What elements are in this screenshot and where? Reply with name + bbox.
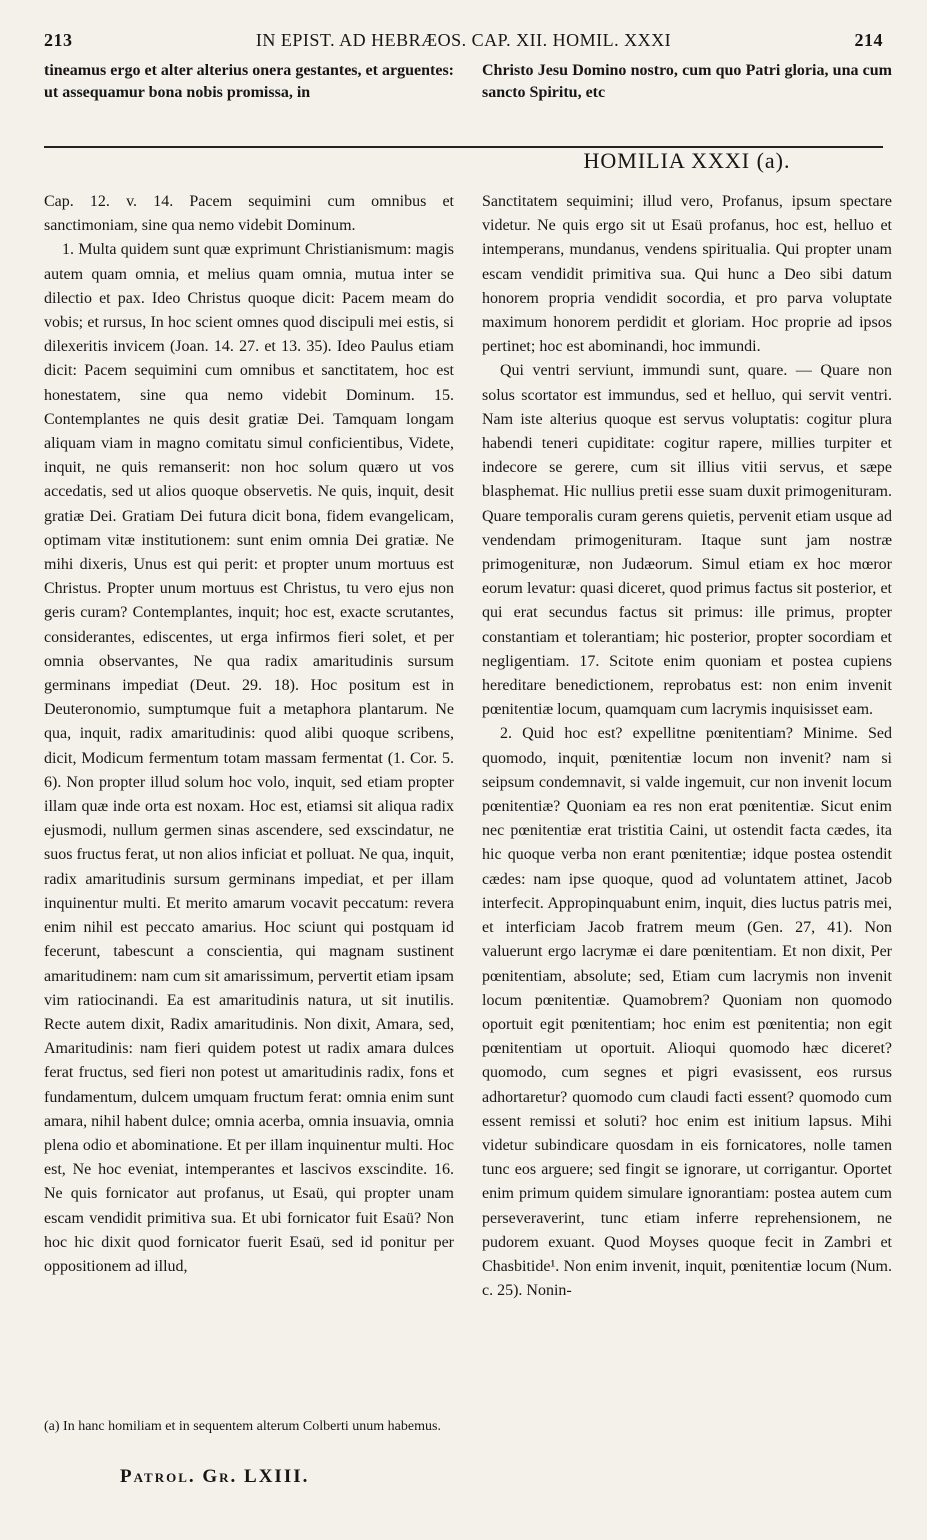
paragraph: Sanctitatem sequimini; illud vero, Profanus, ipsum spectare videtur. Ne quis ergo sit ut Esaü profanus, hoc est, helluo et intemperans, mundanus, vendens spiritualia. Qui propter unam escam vendidit primitiva sua. Qui hunc a Deo sibi datum honorem propria vendidit socordia, et pro parva voluptate maximum honorem perdidit et gloriam. Hoc proprie ad ipsos pertinet; hoc est abominandi, hoc immundi. <box>482 193 892 356</box>
paragraph: Cap. 12. v. 14. Pacem sequimini cum omnibus et sanctimoniam, sine qua nemo videbit Dominum. <box>44 193 454 235</box>
running-title: IN EPIST. AD HEBRÆOS. CAP. XII. HOMIL. XXXI <box>255 30 672 50</box>
carryover-text-right: Christo Jesu Domino nostro, cum quo Patri gloria, una cum sancto Spiritu, etc <box>482 62 892 101</box>
paragraph: 1. Multa quidem sunt quæ exprimunt Christianismum: magis autem quam omnia, et melius quam omnia, mutua inter se dilectio et pax. Ideo Christus quoque dicit: Pacem meam do vobis; et rursus, In hoc scient omnes quod discipuli mei estis, si dilexeritis invicem (Joan. 14. 27. et 13. 35). Ideo Paulus etiam dicit: Pacem sequimini cum omnibus et sanctitatem, hoc est honestatem, sine qua nemo videbit Dominum. 15. Contemplantes ne quis desit gratiæ Dei. Tamquam longam aliquam viam in magno comitatu simul conficientibus, Videte, inquit, ne quis remanserit: non hoc solum quæro ut vos accedatis, sed ut alios quoque observetis. Ne quis, inquit, desit gratiæ Dei. Gratiam Dei futura dicit bona, fidem evangelicam, optimam vitæ institutionem: sunt enim omnia Dei gratiæ. Ne mihi dixeris, Unus est qui perit: et propter unum mortuus est Christus. Propter unum mortuus est Christus, tu vero ejus non geris curam? Contemplantes, inquit; hoc est, exacte scrutantes, considerantes, ediscentes, ut erga infirmos fieri solet, et per omnia observantes, Ne qua radix amaritudinis sursum germinans impediat (Deut. 29. 18). Hoc positum est in Deuteronomio, sumptumque fuit a metaphora plantarum. Ne qua, inquit, radix amaritudinis: quod alibi quoque scribens, dicit, Modicum fermentum totam massam fermentat (1. Cor. 5. 6). Non propter illud solum hoc volo, inquit, sed etiam propter illam quæ inde orta est noxam. Hoc est, etiamsi sit aliqua radix ejusmodi, nullum germen sinas ascendere, sed exscindatur, ne suos fructus ferat, ut non alios inficiat et polluat. Ne qua, inquit, radix amaritudinis sursum germinans impediat, et per illam inquinentur multi. Et merito amarum vocavit peccatum: revera enim nihil est peccato amarius. Hoc sciunt qui postquam id fecerunt, tabescunt a conscientia, qui magnam sustinent amaritudinem: nam cum sit amarissimum, pervertit etiam ipsam vim ratiocinandi. Ea est amaritudinis natura, ut sit inutilis. Recte autem dixit, Radix amaritudinis. Non dixit, Amara, sed, Amaritudinis: nam fieri quidem potest ut radix amara dulces ferat fructus, sed fieri non potest ut amaritudinis radix, fons et fundamentum, dulcem umquam fructum ferat: omnia enim sunt amara, nihil habent dulce; omnia acerba, omnia insuavia, omnia plena odio et abominatione. Et per illam inquinentur multi. Hoc est, Ne hoc eveniat, intemperantes et lascivos exscindite. 16. Ne quis fornicator aut profanus, ut Esaü, qui propter unam escam vendidit primitiva sua. Et ubi fornicator fuit Esaü? Non hoc hic dixit quod fornicator fuerit Esaü, sed id ponitur per oppositionem ad illud, <box>44 241 454 1275</box>
homily-title: HOMILIA XXXI (a). <box>583 148 791 173</box>
running-header <box>44 30 883 54</box>
left-column <box>44 190 454 1279</box>
paragraph: 2. Quid hoc est? expellitne pœnitentiam? Minime. Sed quomodo, inquit, pœnitentiæ locum non invenit? nam si seipsum condemnavit, si valde ingemuit, cur non invenit locum pœnitentiæ? Quoniam ea res non erat pœnitentiæ. Sicut enim nec pœnitentiæ erat tristitia Caini, ut ostendit facta cædes, ita hic quoque verba non erant pœnitentiæ; idque postea ostendit cædes: nam ipse quoque, quod ad voluntatem attinet, Jacob interfecit. Appropinquabunt enim, inquit, dies luctus patris mei, et interficiam Jacob fratrem meum (Gen. 27, 41). Non valuerunt ergo lacrymæ ei dare pœnitentiam. Et non dixit, Per pœnitentiam, absolute; sed, Etiam cum lacrymis non invenit locum pœnitentiæ. Quamobrem? Quoniam non quomodo oportuit egit pœnitentiam; hoc enim est pœnitentia; non egit pœnitentiam ut oportuit. Alioqui quomodo hæc diceret? quomodo, cum segnes et pigri evasissent, eos rursus adhortaretur? quomodo cum claudi facti essent? quomodo cum essent remissi et soluti? hoc enim est initium lapsus. Mihi videtur subindicare quosdam in eis fornicatores, nolle tamen tunc eos arguere; sed fingit se ignorare, ut corrigantur. Oportet enim primum quidem simulare ignorantiam: postea autem cum perseveraverint, tunc etiam inferre reprehensionem, ne pudorem exuant. Quod Moyses quoque fecit in Zambri et Chasbitide¹. Non enim invenit, inquit, pœnitentiæ locum (Num. c. 25). Nonin- <box>482 725 892 1300</box>
paragraph: Qui ventri serviunt, immundi sunt, quare. — Quare non solus scortator est immundus, sed et helluo, qui servit ventri. Nam iste alterius quoque est servus voluptatis: cogitur plura habendi teneri cupiditate: cogitur rapere, millies turpiter et indecore se gerere, cum sit illius vitii servus, et sæpe blasphemat. Hic nullius pretii esse suam duxit primogenituram. Quare temporalis curam gerens quietis, pervenit etiam usque ad vendendam primogenituram. Itaque sunt jam nostræ primogenituræ, non Judæorum. Simul etiam ex hoc mœror eorum levatur: quasi diceret, quod primus factus sit posterior, et qui erat secundus factus sit primus: ille primus, propter constantiam et tolerantiam; hic posterior, propter socordiam et negligentiam. 17. Scitote enim quoniam et postea cupiens hereditare benedictionem, reprobatus est: non enim invenit pœnitentiæ locum, quamquam cum lacrymis inquisisset eam. <box>482 362 892 719</box>
carryover-text-left: tineamus ergo et alter alterius onera gestantes, et arguentes: ut assequamur bona nobis promissa, in <box>44 62 454 101</box>
page-number-left: 213 <box>44 30 73 50</box>
right-column <box>482 190 892 1303</box>
footnote: (a) In hanc homiliam et in sequentem alterum Colberti unum habemus. <box>44 1419 441 1434</box>
page-number-right: 214 <box>854 30 883 50</box>
signature-mark: Patrol. Gr. LXIII. <box>120 1466 310 1487</box>
